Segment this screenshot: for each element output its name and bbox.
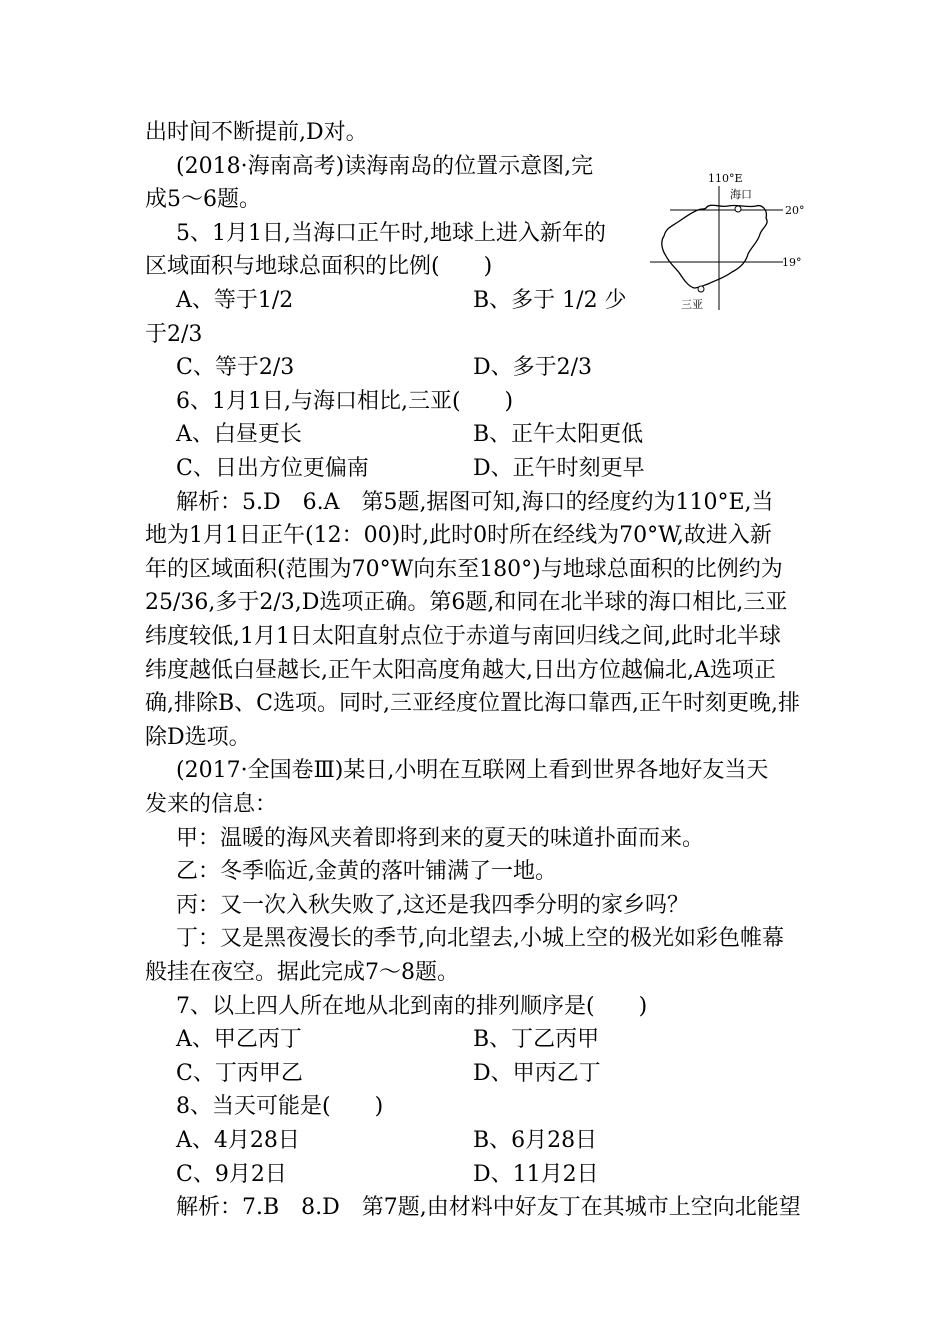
analysis-text: 纬度较低,1月1日太阳直射点位于赤道与南回归线之间,此时北半球 (145, 624, 781, 649)
option-b: B、丁乙丙甲 (473, 1027, 600, 1052)
question-8-stem: 8、当天可能是( ) (176, 1094, 384, 1119)
lat-20-label: 20° (785, 204, 805, 217)
material-intro: 发来的信息： (145, 792, 278, 817)
longitude-label: 110°E (708, 172, 743, 185)
sanya-label: 三亚 (681, 298, 703, 311)
analysis-text: 25/36,多于2/3,D选项正确。第6题,和同在北半球的海口相比,三亚 (145, 590, 788, 615)
question-5-stem: 区域面积与地球总面积的比例( ) (145, 254, 493, 279)
option-b: B、多于 1/2 少 (473, 288, 627, 313)
option-b: B、正午太阳更低 (473, 422, 644, 447)
text-line: (2018·海南高考)读海南岛的位置示意图,完 (176, 154, 594, 179)
option-a: A、4月28日 (176, 1128, 300, 1153)
analysis-text: 解析：7.B 8.D 第7题,由材料中好友丁在其城市上空向北能望 (176, 1195, 801, 1220)
haikou-label: 海口 (730, 188, 752, 201)
material-intro: (2017·全国卷Ⅲ)某日,小明在互联网上看到世界各地好友当天 (176, 758, 769, 783)
option-d: D、甲丙乙丁 (473, 1061, 601, 1086)
material-yi: 乙：冬季临近,金黄的落叶铺满了一地。 (176, 859, 557, 884)
option-a: A、白昼更长 (176, 422, 302, 447)
option-a: A、甲乙丙丁 (176, 1027, 302, 1052)
option-b-cont: 于2/3 (145, 322, 203, 347)
analysis-text: 确,排除B、C选项。同时,三亚经度位置比海口靠西,正午时刻更晚,排 (145, 691, 800, 716)
haikou-marker (735, 206, 741, 212)
option-row (176, 286, 293, 316)
analysis-text: 地为1月1日正午(12：00)时,此时0时所在经线为70°W,故进入新 (145, 523, 772, 548)
question-7-stem: 7、以上四人所在地从北到南的排列顺序是( ) (176, 994, 648, 1019)
option-d: D、正午时刻更早 (473, 456, 645, 481)
option-d: D、11月2日 (473, 1162, 599, 1187)
option-d: D、多于2/3 (473, 355, 593, 380)
option-b: B、6月28日 (473, 1128, 598, 1153)
text-line: 出时间不断提前,D对。 (145, 120, 368, 145)
material-ding: 丁：又是黑夜漫长的季节,向北望去,小城上空的极光如彩色帷幕 (176, 926, 784, 951)
option-c: C、日出方位更偏南 (176, 456, 369, 481)
question-5-stem: 5、1月1日,当海口正午时,地球上进入新年的 (176, 221, 606, 246)
option-c: C、等于2/3 (176, 355, 295, 380)
material-jia: 甲：温暖的海风夹着即将到来的夏天的味道扑面而来。 (176, 826, 705, 851)
text-line: 成5～6题。 (145, 187, 261, 212)
analysis-text: 年的区域面积(范围为70°W向东至180°)与地球总面积的比例约为 (145, 557, 783, 582)
analysis-text: 除D选项。 (145, 725, 251, 750)
option-a: A、等于1/2 (176, 288, 294, 313)
island-outline (662, 205, 767, 288)
option-c: C、丁丙甲乙 (176, 1061, 303, 1086)
material-ding: 般挂在夜空。据此完成7～8题。 (145, 960, 459, 985)
hainan-island-map (648, 168, 808, 318)
analysis-text: 纬度越低白昼越长,正午太阳高度角越大,日出方位越偏北,A选项正 (145, 658, 776, 683)
sanya-marker (698, 286, 704, 292)
question-6-stem: 6、1月1日,与海口相比,三亚( ) (176, 389, 514, 414)
material-bing: 丙：又一次入秋失败了,这还是我四季分明的家乡吗？ (176, 893, 689, 918)
analysis-text: 解析：5.D 6.A 第5题,据图可知,海口的经度约为110°E,当 (176, 490, 774, 515)
lat-19-label: 19° (782, 256, 802, 269)
option-c: C、9月2日 (176, 1162, 287, 1187)
